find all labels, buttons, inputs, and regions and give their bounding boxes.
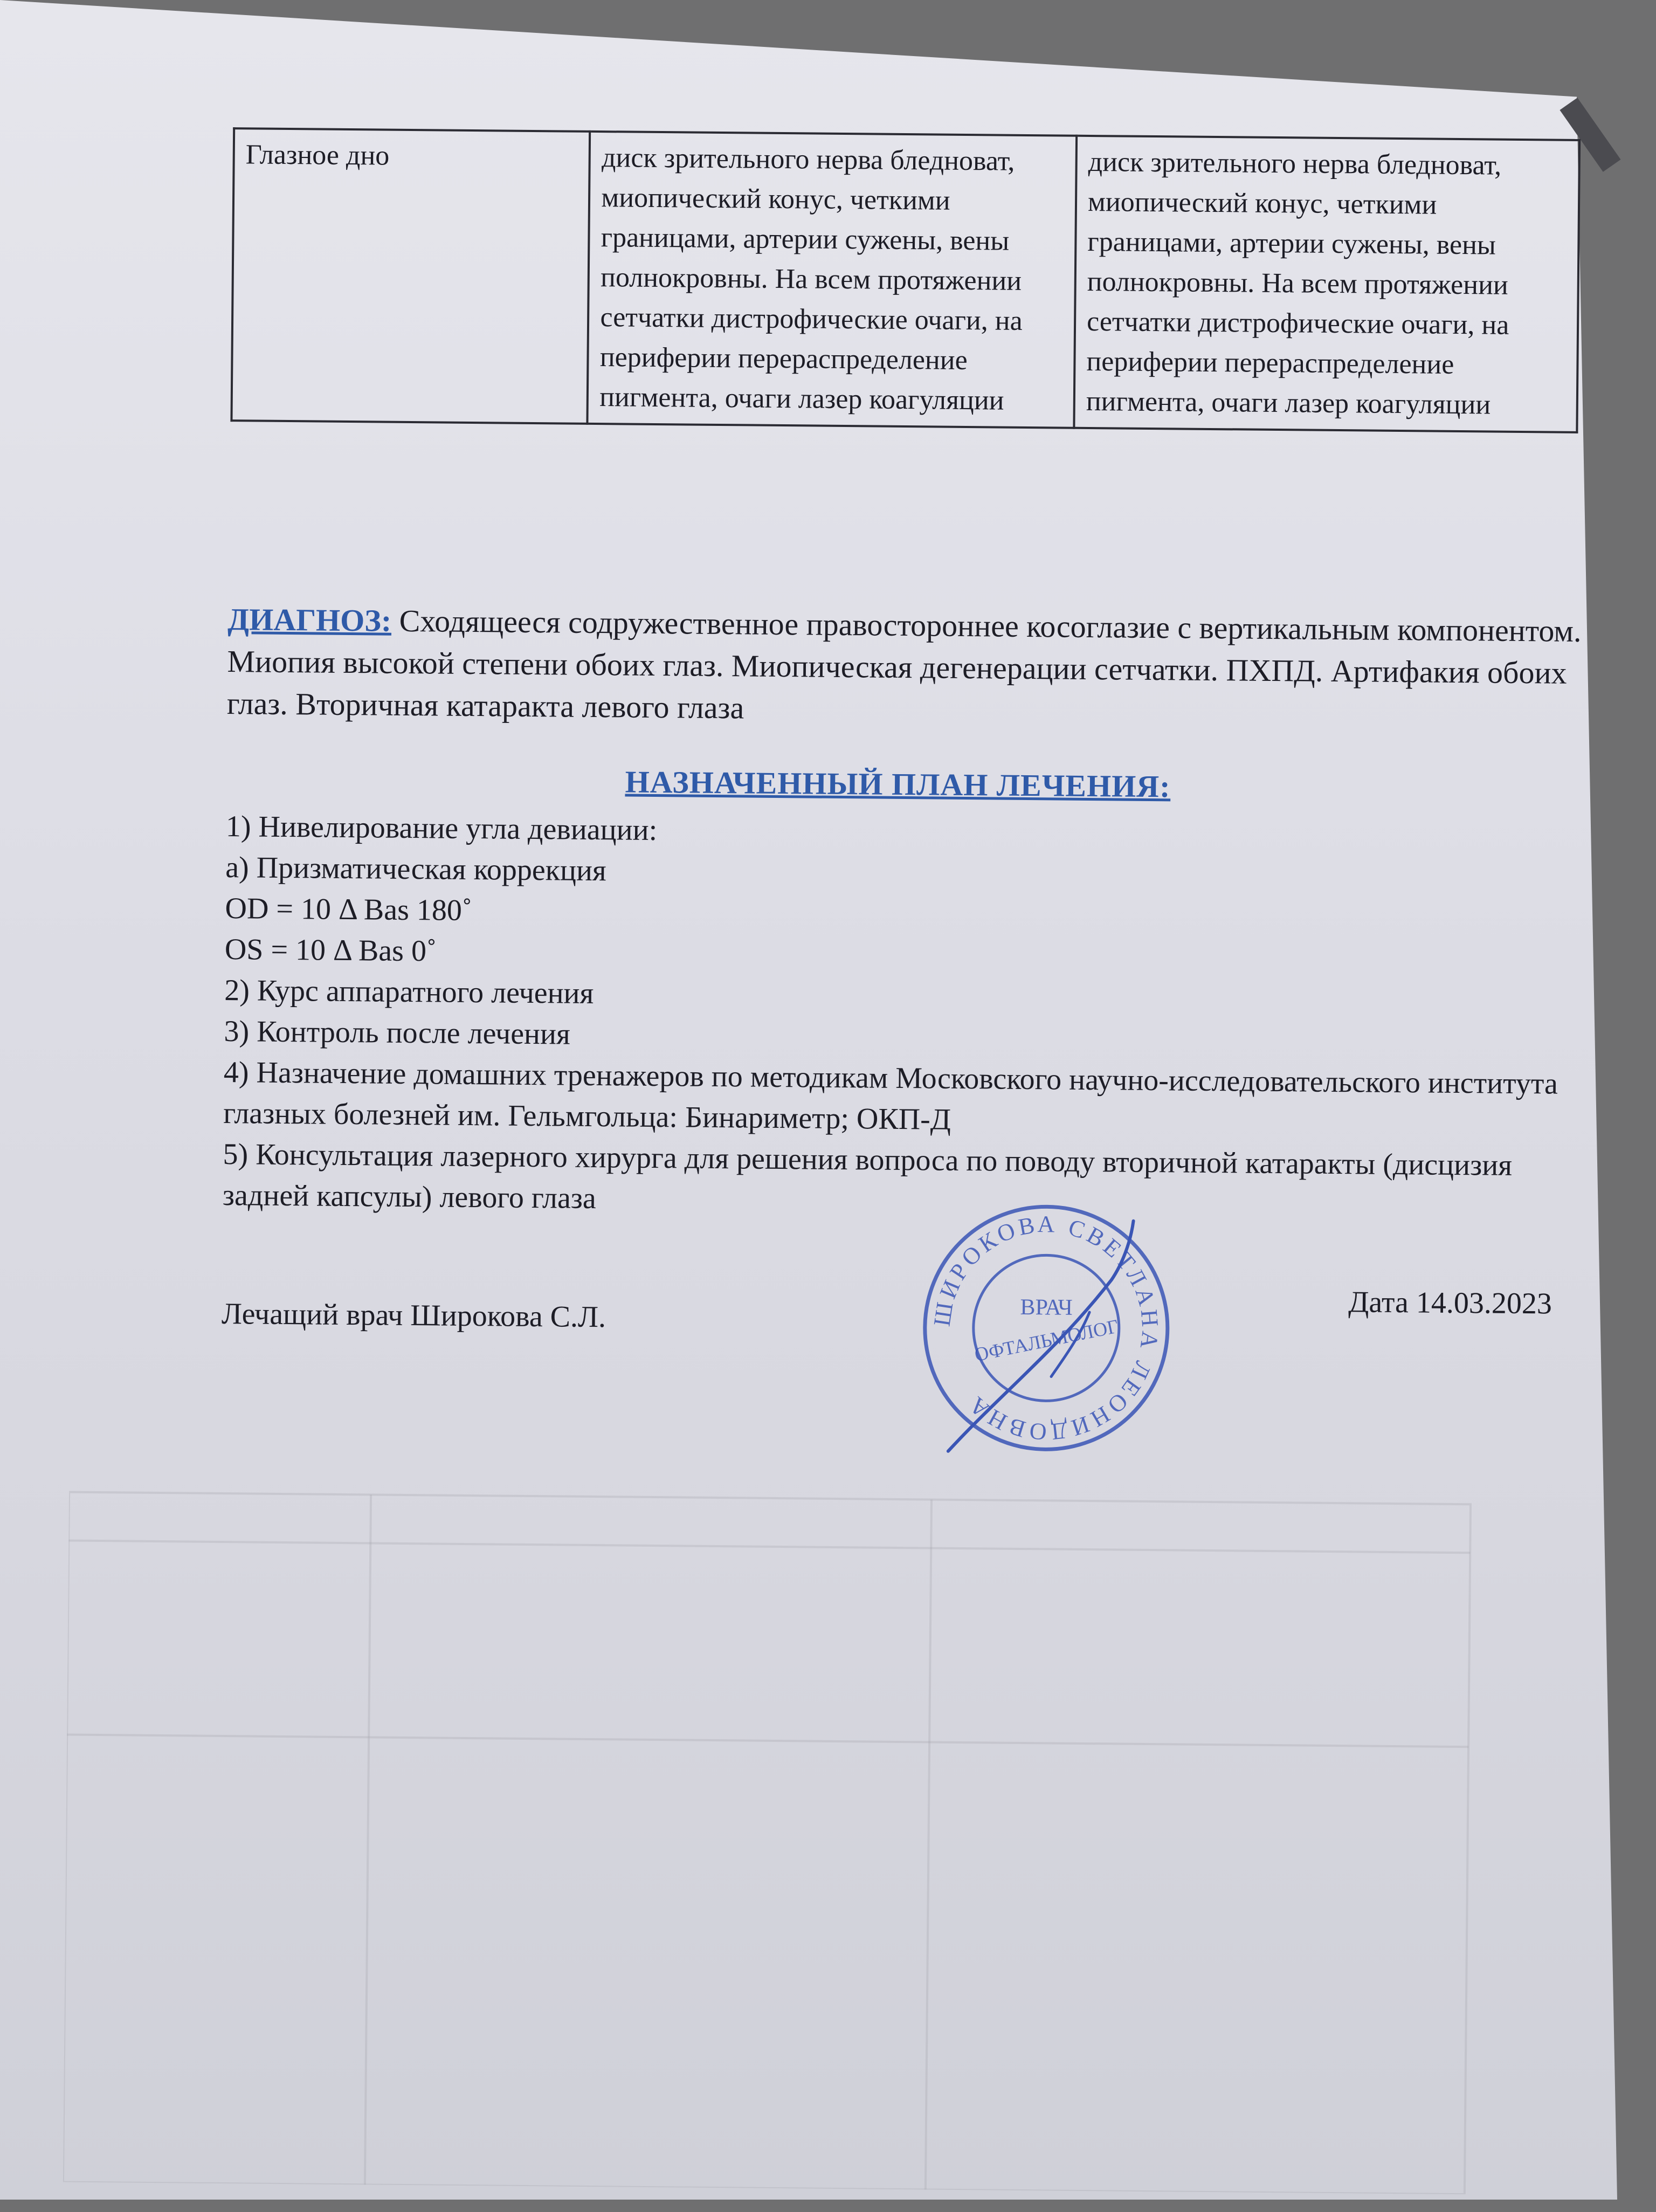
stamp-ring-text: ШИРОКОВА СВЕТЛАНА ЛЕОНИДОВНА bbox=[928, 1211, 1164, 1446]
fundus-label-cell: Глазное дно bbox=[231, 128, 590, 424]
fundus-od-cell: диск зрительного нерва бледноват, миопический конус, четкими границами, артерии сужены, вены полнокровны. На всем протяжении сетчатки дистрофические очаги, на периферии перераспределение пигмента, очаги лазер коагуляции bbox=[588, 132, 1077, 428]
bleed-through-table bbox=[63, 1455, 1525, 2195]
list-item: OS = 10 Δ Bas 0˚ bbox=[224, 933, 437, 968]
stamp-center-line1: ВРАЧ bbox=[1020, 1294, 1073, 1320]
fundus-table bbox=[230, 127, 1581, 433]
document-date: Дата 14.03.2023 bbox=[1348, 1285, 1552, 1321]
table-row bbox=[231, 128, 1579, 432]
list-item: 5) Консультация лазерного хирурга для решения вопроса по поводу вторичной катаракты (дисцизия задней капсулы) левого глаза bbox=[222, 1138, 1513, 1216]
treatment-plan-title: НАЗНАЧЕННЫЙ ПЛАН ЛЕЧЕНИЯ: bbox=[625, 764, 1171, 804]
list-item: 1) Нивелирование угла девиации: bbox=[225, 810, 658, 847]
list-item: 3) Контроль после лечения bbox=[224, 1015, 571, 1051]
list-item: 2) Курс аппаратного лечения bbox=[224, 974, 594, 1011]
diagnosis-label: ДИАГНОЗ: bbox=[227, 602, 392, 638]
stamp-outer-ring bbox=[924, 1205, 1169, 1450]
stamp-center-line2: ОФТАЛЬМОЛОГ bbox=[972, 1315, 1121, 1366]
diagnosis-paragraph bbox=[227, 598, 1586, 736]
list-item: а) Призматическая коррекция bbox=[225, 851, 606, 888]
list-item: OD = 10 Δ Bas 180˚ bbox=[225, 892, 472, 928]
list-item: 4) Назначение домашних тренажеров по методикам Московского научно-исследовательского института глазных болезней им. Гельмгольца: Бинариметр; ОКП-Д bbox=[223, 1056, 1558, 1136]
diagnosis-text: Сходящееся содружественное правостороннее косоглазие с вертикальным компонентом. Миопия высокой степени обоих глаз. Миопическая дегенерации сетчатки. ПХПД. Артифакия обоих глаз. Вторичная катаракта левого глаза bbox=[226, 603, 1582, 726]
doctor-signature-line: Лечащий врач Широкова С.Л. bbox=[221, 1297, 606, 1334]
treatment-plan-list bbox=[223, 806, 1585, 1228]
doctor-stamp bbox=[916, 1197, 1177, 1458]
fundus-os-cell: диск зрительного нерва бледноват, миопический конус, четкими границами, артерии сужены, вены полнокровны. На всем протяжении сетчатки дистрофические очаги, на периферии перераспределение пигмента, очаги лазер коагуляции bbox=[1074, 136, 1579, 432]
